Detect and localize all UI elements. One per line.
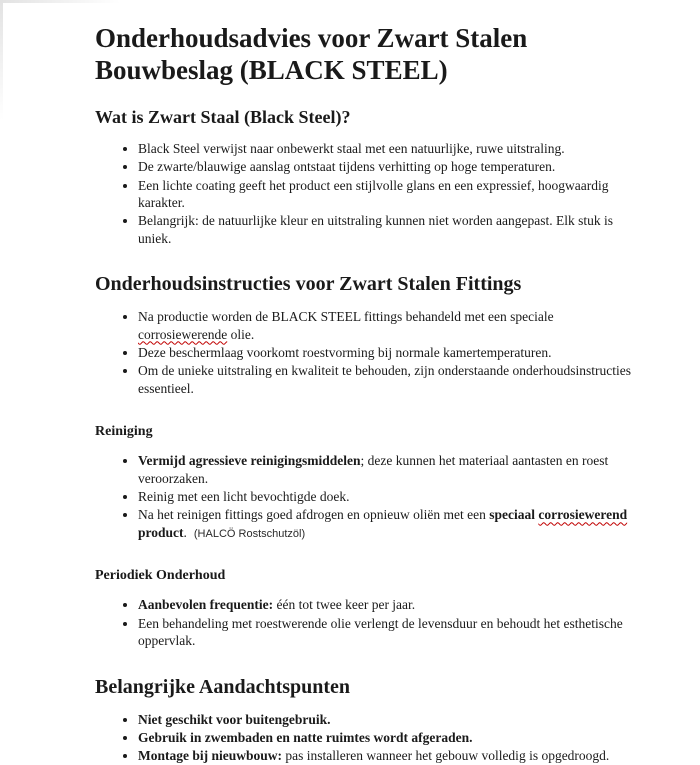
bullet-list-what-is-black-steel bbox=[95, 140, 646, 247]
bullet-text: Na het reinigen fittings goed afdrogen en opnieuw oliën met een bbox=[138, 507, 490, 523]
bullet-item bbox=[138, 711, 646, 728]
bullet-list-cleaning bbox=[95, 452, 646, 541]
bullet-item bbox=[138, 488, 646, 505]
bullet-list-important-points bbox=[95, 711, 646, 765]
bullet-text: Reinig met een licht bevochtigde doek. bbox=[138, 489, 350, 505]
bullet-text: pas installeren wanneer het gebouw volledig is opgedroogd. bbox=[282, 748, 610, 764]
bullet-text: . bbox=[183, 524, 187, 540]
bullet-text: Deze beschermlaag voorkomt roestvorming bij normale kamertemperaturen. bbox=[138, 345, 552, 361]
bullet-bold-text: Montage bij nieuwbouw: bbox=[138, 748, 283, 764]
bullet-text: ; deze kunnen het materiaal aantasten en roest veroorzaken. bbox=[138, 453, 609, 486]
bullet-item bbox=[138, 344, 646, 361]
section-heading-important-points: Belangrijke Aandachtspunten bbox=[95, 675, 351, 698]
bullet-item bbox=[138, 158, 646, 175]
bullet-item bbox=[138, 747, 646, 764]
bullet-item bbox=[138, 308, 646, 343]
bullet-text: De zwarte/blauwige aanslag ontstaat tijdens verhitting op hoge temperaturen. bbox=[138, 159, 556, 175]
section-heading-maintenance-instructions: Onderhoudsinstructies voor Zwart Stalen Fittings bbox=[95, 273, 522, 296]
bullet-bold-text: speciaal bbox=[489, 507, 539, 523]
bullet-bold-text: Vermijd agressieve reinigingsmiddelen bbox=[138, 453, 361, 469]
section-heading-what-is-black-steel: Wat is Zwart Staal (Black Steel)? bbox=[95, 106, 351, 127]
product-note: (HALCÖ Rostschutzöl) bbox=[193, 527, 306, 540]
bullet-text: Een lichte coating geeft het product een stijlvolle glans en een expressief, hoogwaardig karakter. bbox=[138, 177, 609, 210]
bullet-bold-text: product bbox=[138, 524, 184, 540]
bullet-list-periodic-maintenance bbox=[95, 596, 646, 649]
bullet-item bbox=[138, 362, 646, 397]
bullet-text: Een behandeling met roestwerende olie verlengt de levensduur en behoudt het esthetische oppervlak. bbox=[138, 615, 623, 649]
bullet-item bbox=[138, 452, 646, 487]
bullet-item bbox=[138, 729, 646, 746]
bullet-item bbox=[138, 212, 646, 247]
bullet-text: Na productie worden de BLACK STEEL fittings behandeld met een speciale bbox=[138, 309, 554, 325]
bullet-item bbox=[138, 615, 646, 650]
bullet-text: één tot twee keer per jaar. bbox=[273, 597, 416, 613]
bullet-list-maintenance-instructions bbox=[95, 308, 646, 397]
document-title: Onderhoudsadvies voor Zwart Stalen Bouwbeslag (BLACK STEEL) bbox=[95, 23, 528, 86]
bullet-text: Om de unieke uitstraling en kwaliteit te behouden, zijn onderstaande onderhoudsinstructies essentieel. bbox=[138, 363, 631, 396]
bullet-bold-text: Aanbevolen frequentie: bbox=[138, 597, 274, 613]
bullet-text: olie. bbox=[227, 326, 255, 342]
bullet-bold-text: Gebruik in zwembaden en natte ruimtes wordt afgeraden. bbox=[138, 729, 473, 745]
page-edge-left bbox=[0, 0, 3, 120]
page-edge-top bbox=[0, 0, 120, 3]
bullet-text: Black Steel verwijst naar onbewerkt staal met een natuurlijke, ruwe uitstraling. bbox=[138, 140, 565, 156]
bullet-item bbox=[138, 177, 646, 212]
misspelled-word: corrosiewerende bbox=[138, 326, 228, 342]
bullet-item bbox=[138, 596, 646, 613]
bullet-bold-text: Niet geschikt voor buitengebruik. bbox=[138, 711, 331, 727]
bullet-item bbox=[138, 506, 646, 541]
bullet-item bbox=[138, 140, 646, 157]
misspelled-word: corrosiewerend bbox=[538, 507, 628, 523]
subsection-heading-periodic-maintenance: Periodiek Onderhoud bbox=[95, 568, 226, 584]
subsection-heading-cleaning: Reiniging bbox=[95, 424, 153, 440]
bullet-text: Belangrijk: de natuurlijke kleur en uitstraling kunnen niet worden aangepast. Elk stuk is uniek. bbox=[138, 213, 614, 246]
